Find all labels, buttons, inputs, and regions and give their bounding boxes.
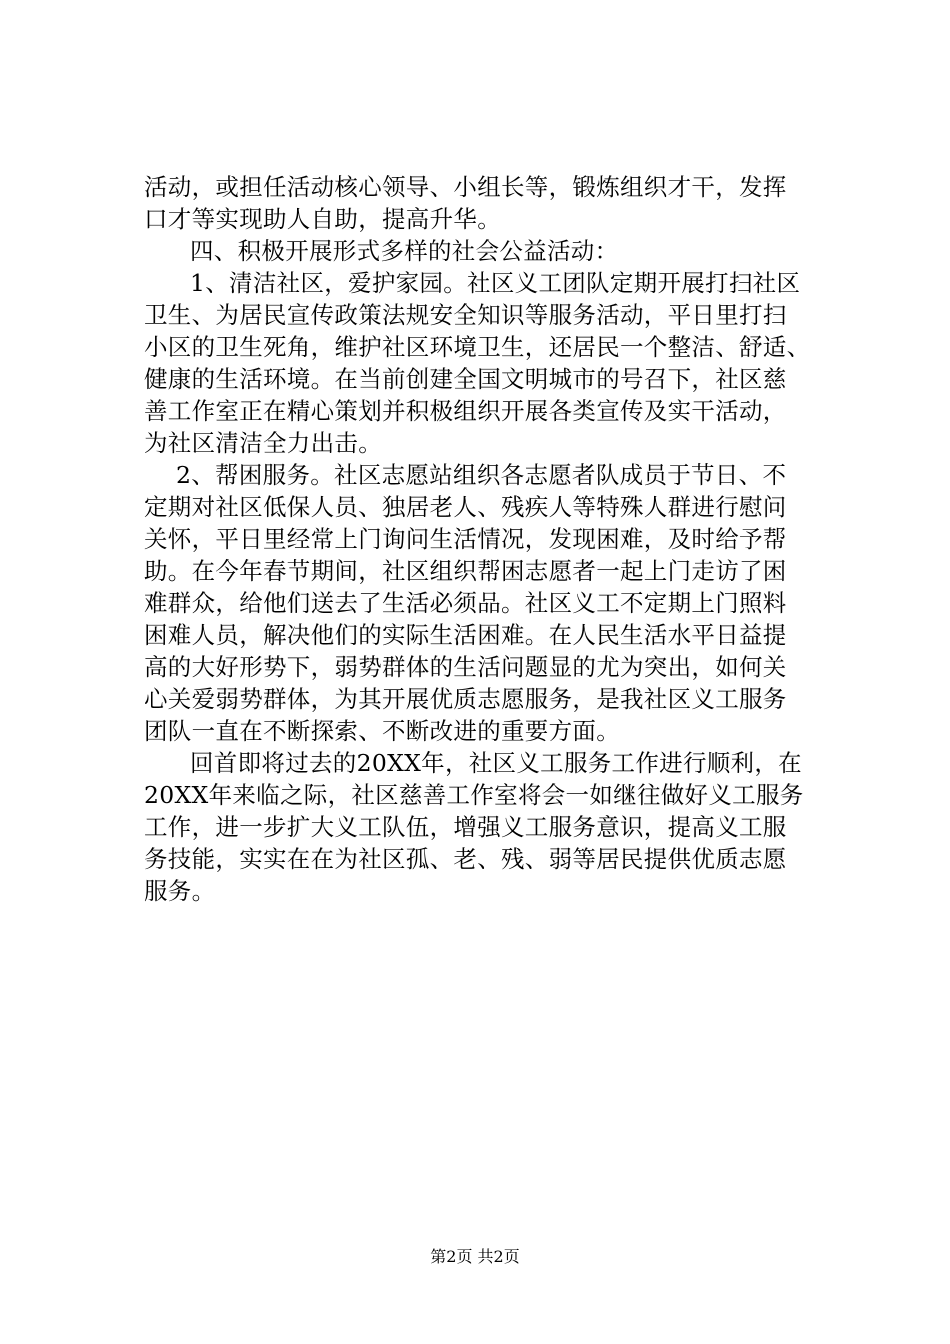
paragraph-line: 活动，或担任活动核心领导、小组长等，锻炼组织才干，发挥 [144, 173, 787, 201]
paragraph-line: 回首即将过去的20XX年，社区义工服务工作进行顺利，在 [190, 749, 802, 777]
paragraph-line: 务技能，实实在在为社区孤、老、残、弱等居民提供优质志愿 [144, 845, 787, 873]
paragraph-line: 高的大好形势下，弱势群体的生活问题显的尤为突出，如何关 [144, 653, 787, 681]
paragraph-line: 善工作室正在精心策划并积极组织开展各类宣传及实干活动， [144, 397, 787, 425]
paragraph-line: 1、清洁社区，爱护家园。社区义工团队定期开展打扫社区 [190, 269, 801, 297]
paragraph-line: 服务。 [144, 877, 216, 905]
document-body [144, 171, 844, 907]
paragraph-line: 助。在今年春节期间，社区组织帮困志愿者一起上门走访了困 [144, 557, 787, 585]
paragraph-line: 卫生、为居民宣传政策法规安全知识等服务活动，平日里打扫 [144, 301, 787, 329]
paragraph-line: 心关爱弱势群体，为其开展优质志愿服务，是我社区义工服务 [144, 685, 787, 713]
paragraph-line: 团队一直在不断探索、不断改进的重要方面。 [144, 717, 620, 745]
paragraph-line: 定期对社区低保人员、独居老人、残疾人等特殊人群进行慰问 [144, 493, 787, 521]
paragraph-line: 难群众，给他们送去了生活必须品。社区义工不定期上门照料 [144, 589, 787, 617]
paragraph-line: 2、帮困服务。社区志愿站组织各志愿者队成员于节日、不 [176, 461, 787, 489]
page-number: 第2页 共2页 [430, 1247, 520, 1266]
paragraph-line: 口才等实现助人自助，提高升华。 [144, 205, 501, 233]
paragraph-line: 20XX年来临之际，社区慈善工作室将会一如继往做好义工服务 [144, 781, 804, 809]
section-heading: 四、积极开展形式多样的社会公益活动： [190, 237, 619, 265]
paragraph-line: 小区的卫生死角，维护社区环境卫生，还居民一个整洁、舒适、 [144, 333, 811, 361]
paragraph-line: 关怀，平日里经常上门询问生活情况，发现困难，及时给予帮 [144, 525, 787, 553]
paragraph-line: 健康的生活环境。在当前创建全国文明城市的号召下，社区慈 [144, 365, 787, 393]
paragraph-line: 困难人员，解决他们的实际生活困难。在人民生活水平日益提 [144, 621, 787, 649]
paragraph-line: 为社区清洁全力出击。 [144, 429, 382, 457]
paragraph-line: 工作，进一步扩大义工队伍，增强义工服务意识，提高义工服 [144, 813, 787, 841]
